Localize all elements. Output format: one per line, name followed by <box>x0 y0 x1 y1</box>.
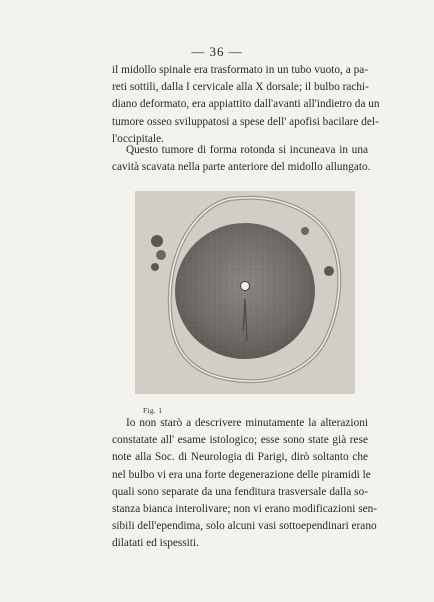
text-line: stanza bianca interolivare; non vi erano modificazioni sen- <box>112 503 378 516</box>
text-line: reti sottili, dalla I cervicale alla X dorsale; il bulbo rachi- <box>112 81 369 94</box>
text-line: dilatati ed ispessiti. <box>112 537 199 550</box>
figure-caption: Fig. 1 <box>143 406 163 415</box>
text-line: Io non starò a descrivere minutamente la alterazioni <box>126 417 368 429</box>
text-line: nel bulbo vi era una forte degenerazione delle piramidi le <box>112 468 371 481</box>
text-line: tumore osseo sviluppatosi a spese dell' apofisi bacilare del- <box>112 115 379 128</box>
text-line: cavità scavata nella parte anteriore del midollo allungato. <box>112 161 371 174</box>
figure-plate <box>135 191 355 394</box>
paragraph-1 <box>112 62 380 148</box>
text-line: l'occipitale. <box>112 132 164 145</box>
paragraph-3 <box>112 415 378 553</box>
spinal-cord-section-illustration <box>135 191 355 394</box>
paragraph-2 <box>112 142 371 176</box>
text-line: il midollo spinale era trasformato in un tubo vuoto, a pa- <box>112 64 368 76</box>
text-line: Questo tumore di forma rotonda si incuneava in una <box>126 144 368 156</box>
text-line: sibili dell'ependima, solo alcuni vasi sottoependinari erano <box>112 520 377 533</box>
text-line: constatate all' esame istologico; esse sono state già rese <box>112 434 368 447</box>
text-line: diano deformato, era appiattito dall'avanti all'indietro da un <box>112 98 380 111</box>
text-line: note alla Soc. di Neurologia di Parigi, dirò soltanto che <box>112 451 368 464</box>
text-line: quali sono separate da una fenditura trasversale dalla so- <box>112 485 368 498</box>
page-number: — 36 — <box>191 44 243 59</box>
